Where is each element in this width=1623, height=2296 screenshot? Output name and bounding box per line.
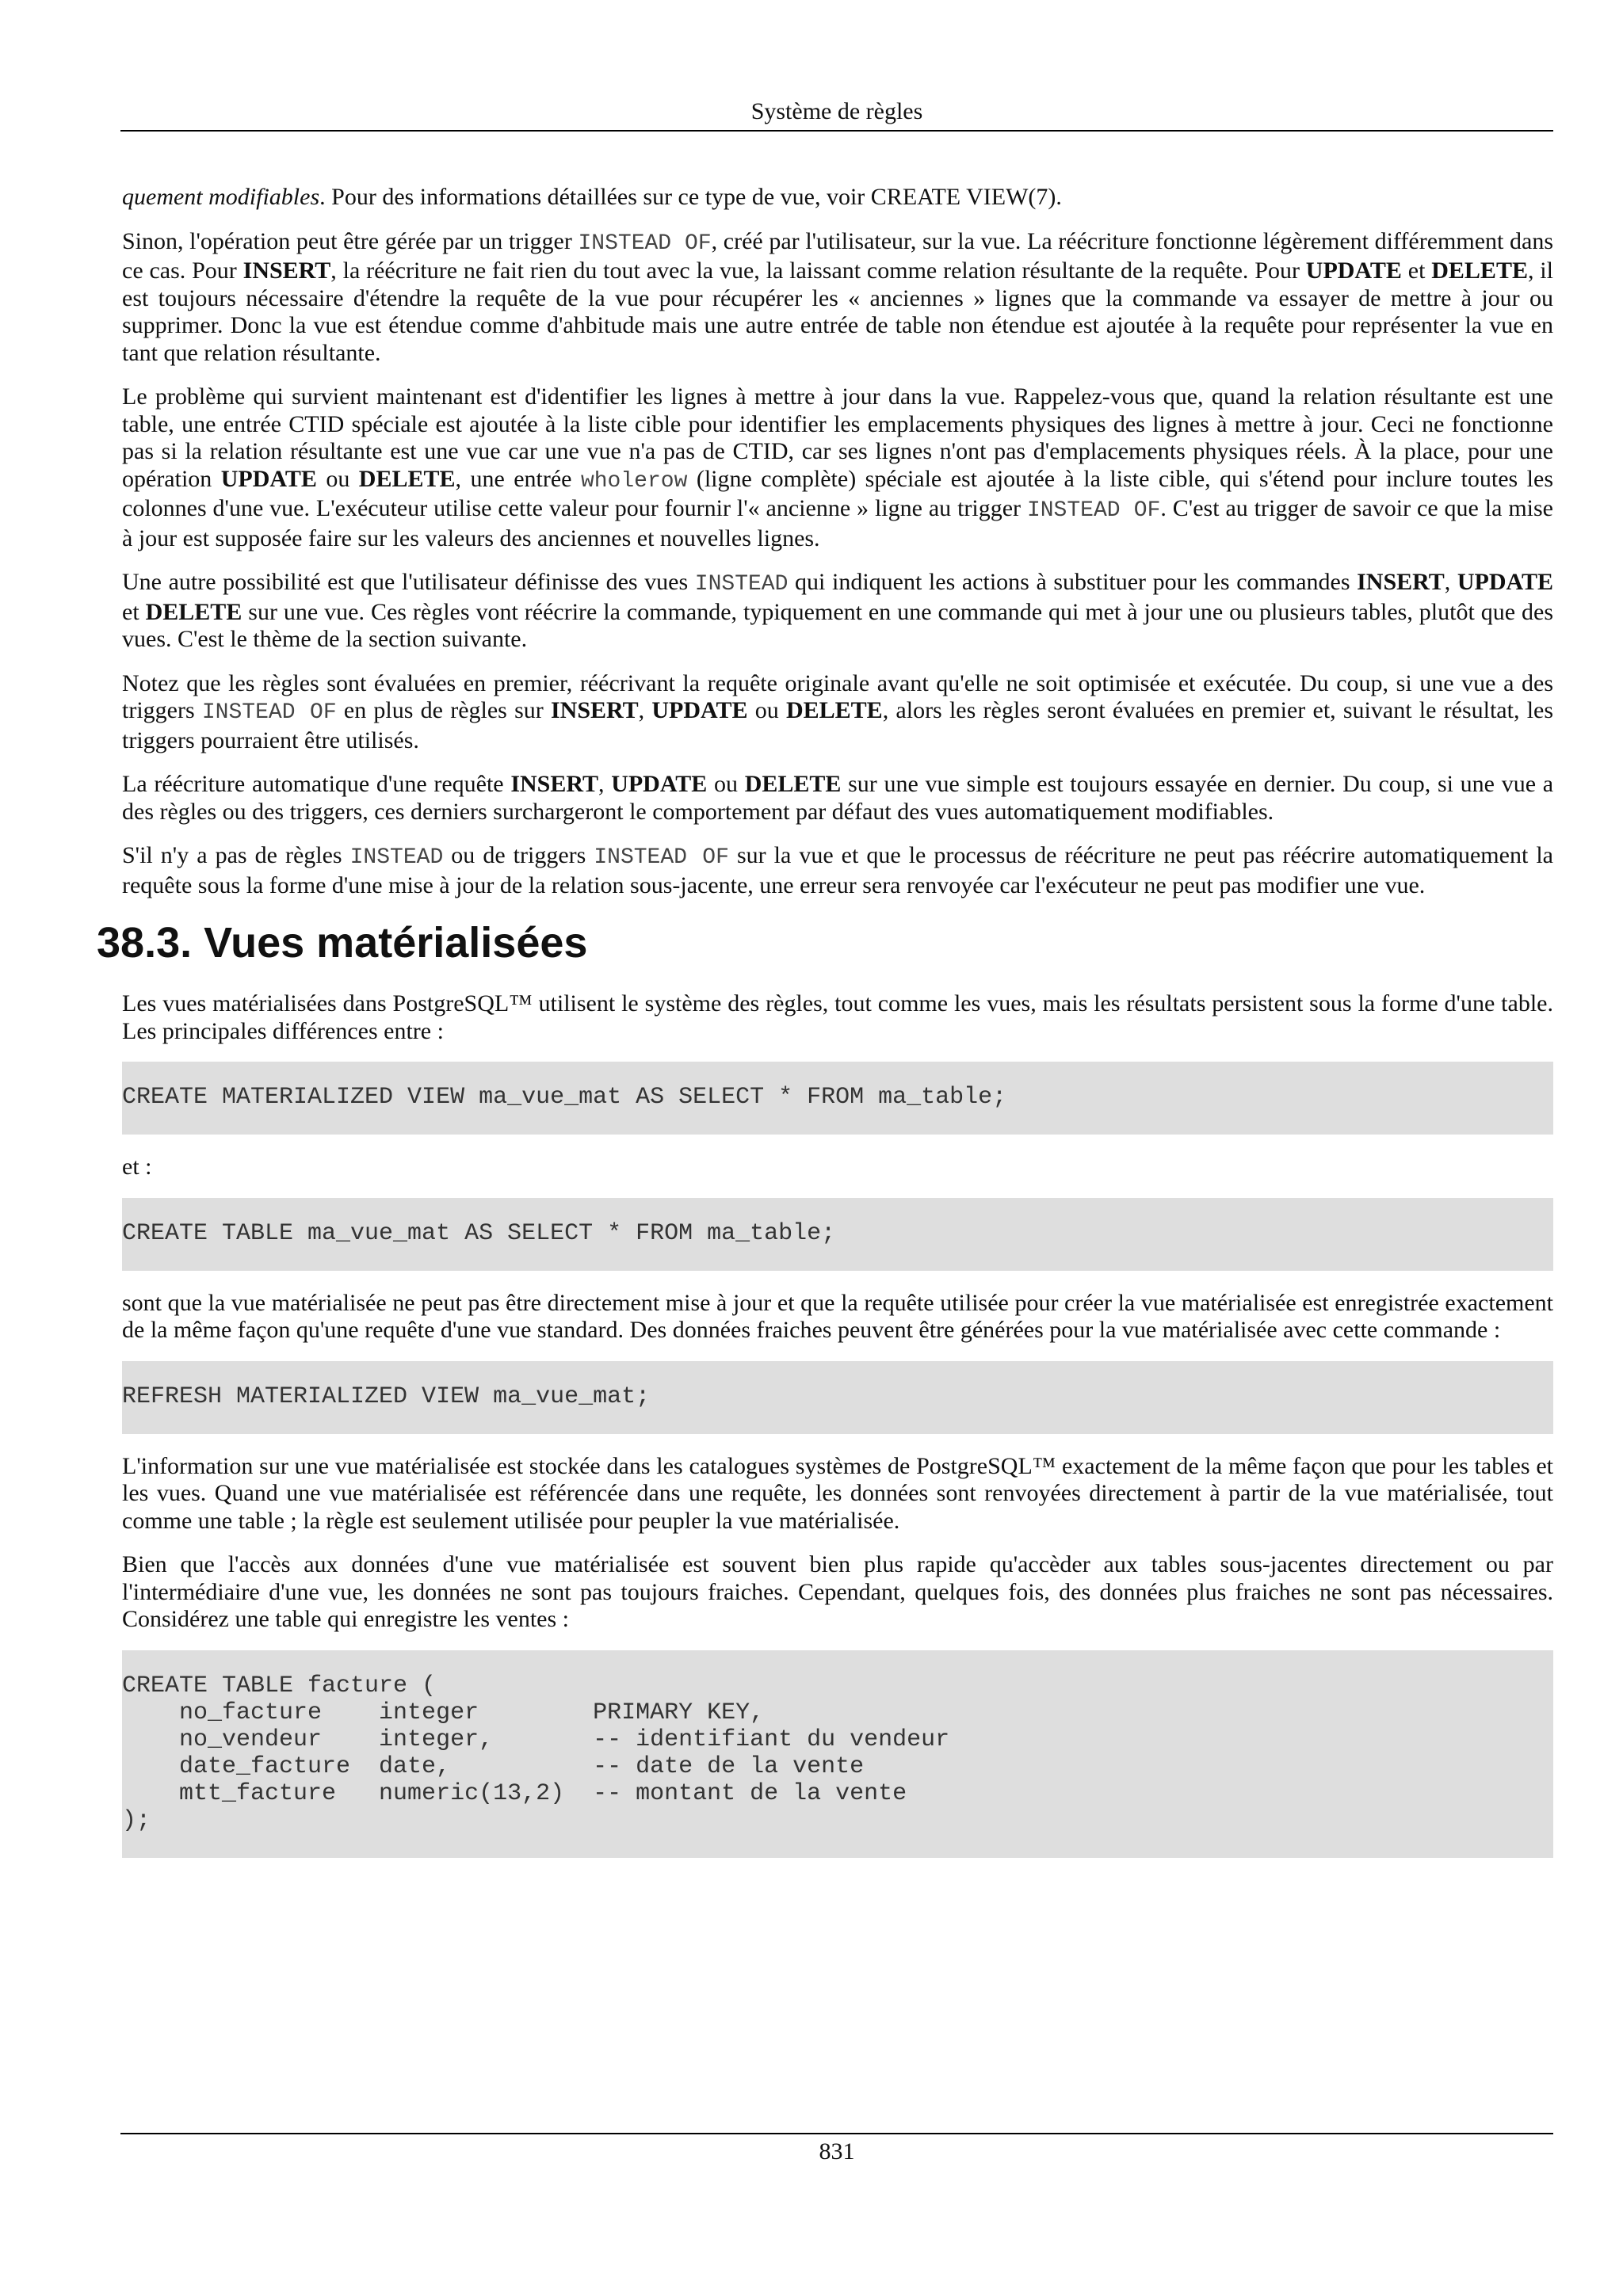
paragraph [122,1154,1553,1181]
inline-code: INSTEAD OF [578,231,712,256]
text-run: Bien que l'accès aux données d'une vue matérialisée est souvent bien plus rapide qu'accèder aux tables sous-jacentes directement ou par l'intermédiaire d'une vue, les données ne sont pas toujours fraiches. Cependant, quelques fois, des données plus fraiches ne sont pas nécessaires. Considérez une table qui enregistre les ventes : [122,1551,1553,1632]
text-run: ou [747,697,786,723]
bold-keyword: DELETE [744,771,842,797]
text-run: La réécriture automatique d'une requête [122,771,511,797]
bold-keyword: UPDATE [1305,257,1402,284]
bold-keyword: DELETE [358,465,456,492]
paragraph [122,1453,1553,1535]
text-run: S'il n'y a pas de règles [122,842,350,868]
paragraphs-before-section [122,184,1553,899]
text-run: , [598,771,612,797]
running-header: Système de règles [120,93,1553,132]
text-run: , la réécriture ne fait rien du tout avec la vue, la laissant comme relation résultante de la requête. Pour [330,257,1306,284]
text-run: Notez que les règles sont évaluées en premier, réécrivant la requête originale avant qu'elle ne soit optimisée et exécutée. Du coup, si une vue a des triggers [122,669,1553,723]
bold-keyword: DELETE [1431,257,1528,284]
bold-keyword: UPDATE [611,771,708,797]
paragraph [122,670,1553,755]
inline-code: INSTEAD OF [594,845,729,870]
page-number: 831 [120,2133,1553,2168]
code-block: CREATE TABLE facture ( no_facture integer PRIMARY KEY, no_vendeur integer, -- identifiant du vendeur date_facture date, -- date de la vente mtt_facture numeric(13,2) -- montant de la vente ); [122,1650,1553,1858]
paragraph [122,771,1553,826]
text-run: , créé par l'utilisateur, sur la vue. La réécriture fonctionne légèrement différemment dans ce cas. Pour [122,227,1553,284]
text-run: . C'est au trigger de savoir ce que la mise à jour est supposée faire sur les valeurs des anciennes et nouvelles lignes. [122,495,1553,551]
text-run: . Pour des informations détaillées sur ce type de vue, voir CREATE VIEW(7). [319,184,1062,210]
paragraph [122,1290,1553,1344]
bold-keyword: DELETE [145,598,242,625]
text-run: sur la vue et que le processus de réécriture ne peut pas réécrire automatiquement la requête sous la forme d'une mise à jour de la relation sous-jacente, une erreur sera renvoyée car l'exécuteur ne peut pas modifier une vue. [122,842,1553,898]
code-block: CREATE MATERIALIZED VIEW ma_vue_mat AS SELECT * FROM ma_table; [122,1062,1553,1135]
text-run: (ligne complète) spéciale est ajoutée à la liste cible, qui s'étend pour inclure toutes les colonnes d'une vue. L'exécuteur utilise cette valeur pour fournir l'« ancienne » ligne au trigger [122,465,1554,521]
text-run: et [1401,257,1432,284]
code-block: CREATE TABLE ma_vue_mat AS SELECT * FROM ma_table; [122,1198,1553,1271]
bold-keyword: INSERT [510,771,598,797]
text-run: ou [316,465,359,492]
section-body [122,990,1553,1858]
text-run: sur une vue simple est toujours essayée en dernier. Du coup, si une vue a des règles ou des triggers, ces derniers surchargeront le comportement par défaut des vues automatiquement modifiables. [122,771,1554,825]
text-run: sur une vue. Ces règles vont réécrire la commande, typiquement en une commande qui met à jour une ou plusieurs tables, plutôt que des vues. C'est le thème de la section suivante. [122,598,1553,652]
inline-code: INSTEAD [349,845,444,870]
text-run: , une entrée [455,465,581,492]
bold-keyword: UPDATE [651,697,748,723]
bold-keyword: UPDATE [1457,569,1554,595]
text-run: , [638,697,652,723]
text-run: Sinon, l'opération peut être gérée par un trigger [122,227,579,254]
text-run: en plus de règles sur [336,697,551,723]
text-run: , il est toujours nécessaire d'étendre la requête de la vue pour récupérer les « anciennes » lignes que la commande va essayer de mettre à jour ou supprimer. Donc la vue est étendue comme d'ahbitude mais une autre entrée de table non étendue est ajoutée à la requête pour représenter la vue en tant que relation résultante. [122,257,1553,366]
text-run: Les vues matérialisées dans PostgreSQL™ utilisent le système des règles, tout comme les vues, mais les résultats persistent sous la forme d'une table. Les principales différences entre : [122,990,1553,1044]
text-run: Le problème qui survient maintenant est d'identifier les lignes à mettre à jour dans la vue. Rappelez-vous que, quand la relation résultante est une table, une entrée CTID spéciale est ajoutée à la liste cible pour identifier les emplacements physiques des lignes à mettre à jour. Ceci ne fonctionne pas si la relation résultante est une vue car une vue n'a pas de CTID, car ses lignes n'ont pas d'emplacements physiques réels. À la place, pour une opération [122,383,1553,492]
paragraph [122,990,1553,1045]
bold-keyword: DELETE [785,697,883,723]
section-heading: 38.3. Vues matérialisées [97,919,588,967]
text-run: sont que la vue matérialisée ne peut pas être directement mise à jour et que la requête utilisée pour créer la vue matérialisée est enregistrée exactement de la même façon qu'une requête d'une vue standard. Des données fraiches peuvent être générées pour la vue matérialisée avec cette commande : [122,1289,1553,1343]
paragraph [122,1551,1553,1634]
paragraph [122,842,1553,899]
paragraph [122,569,1553,654]
inline-code: wholerow [580,468,688,494]
text-run: qui indiquent les actions à substituer pour les commandes [788,569,1358,595]
text-run: ou de triggers [443,842,594,868]
bold-keyword: INSERT [1357,569,1445,595]
paragraph [122,228,1553,368]
code-block: REFRESH MATERIALIZED VIEW ma_vue_mat; [122,1361,1553,1434]
text-run: et : [122,1154,152,1180]
text-run: ou [707,771,745,797]
bold-keyword: INSERT [242,257,331,284]
text-run: , alors les règles seront évaluées en premier et, suivant le résultat, les triggers pourraient être utilisés. [122,697,1554,753]
inline-code: INSTEAD OF [201,700,337,725]
paragraph [122,383,1553,552]
text-run: et [122,598,146,625]
text-run: , [1444,569,1457,595]
inline-code: INSTEAD [694,572,789,597]
bold-keyword: UPDATE [220,465,317,492]
text-run: L'information sur une vue matérialisée est stockée dans les catalogues systèmes de PostgreSQL™ exactement de la même façon que pour les tables et les vues. Quand une vue matérialisée est référencée dans une requête, les données sont renvoyées directement à partir de la vue matérialisée, tout comme une table ; la règle est seulement utilisée pour peupler la vue matérialisée. [122,1452,1553,1534]
text-run: Une autre possibilité est que l'utilisateur définisse des vues [122,569,695,595]
page-content [97,184,1554,1877]
inline-code: INSTEAD OF [1026,498,1161,523]
bold-keyword: INSERT [550,697,639,723]
paragraph [122,184,1553,212]
italic-text: quement modifiables [122,184,320,210]
